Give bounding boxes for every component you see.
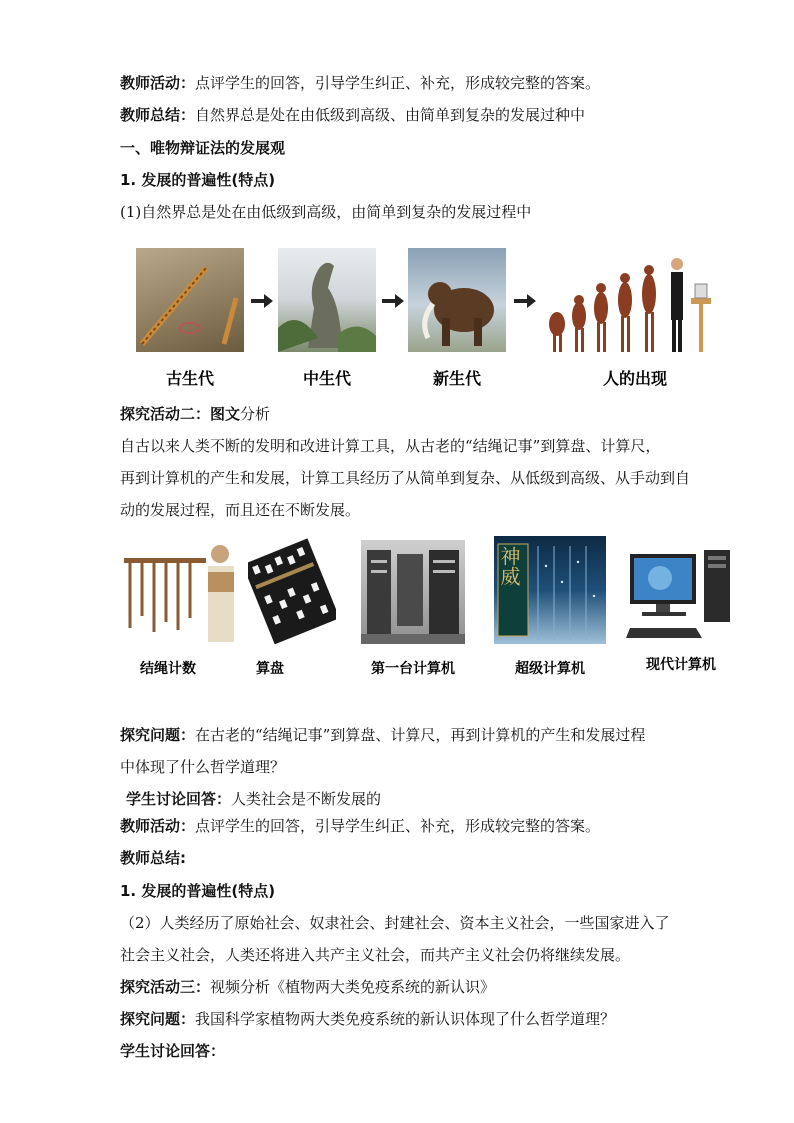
- caption-paleozoic: 古生代: [165, 369, 214, 388]
- cenozoic-image: [408, 248, 506, 352]
- inquiry-activity-3: [120, 976, 495, 998]
- paragraph-2-line-1: （2）人类经历了原始社会、奴隶社会、封建社会、资本主义社会，一些国家进入了: [120, 914, 670, 932]
- label: 教师活动：: [120, 74, 196, 92]
- paragraph-1-line-1: 自古以来人类不断的发明和改进计算工具，从古老的“结绳记事”到算盘、计算尺，: [120, 437, 661, 455]
- paragraph-1-line-3: 动的发展过程，而且还在不断发展。: [120, 501, 361, 519]
- first-computer-image: [361, 540, 465, 644]
- inquiry-question-1-cont: 中体现了什么哲学道理？: [120, 758, 286, 776]
- abacus-image: [248, 538, 336, 644]
- caption-supercomputer: 超级计算机: [515, 661, 585, 677]
- human-evolution-image: [545, 244, 717, 356]
- label: 探究问题：: [120, 726, 196, 744]
- teacher-summary-2: 教师总结:: [120, 849, 186, 867]
- teacher-summary-1: [120, 104, 585, 126]
- arrow-right-icon: [514, 294, 536, 308]
- evolution-figure: [120, 244, 740, 394]
- text: 点评学生的回答，引导学生纠正、补充，形成较完整的答案。: [195, 74, 601, 92]
- text: 我国科学家植物两大类免疫系统的新认识体现了什么哲学道理？: [195, 1010, 616, 1028]
- text: 视频分析《植物两大类免疫系统的新认识》: [210, 978, 496, 996]
- knot-record-image: [120, 536, 236, 644]
- subheading-2: 1. 发展的普遍性(特点): [120, 882, 276, 900]
- caption-first-computer: 第一台计算机: [371, 661, 455, 677]
- modern-computer-image: [626, 548, 734, 642]
- caption-knot-counting: 结绳计数: [140, 661, 196, 677]
- label: 探究活动三：: [120, 978, 211, 996]
- point-1: (1)自然界总是处在由低级到高级，由简单到复杂的发展过程中: [120, 203, 532, 221]
- caption-modern-computer: 现代计算机: [646, 657, 716, 673]
- section-heading: 一、唯物辩证法的发展观: [120, 139, 286, 157]
- label: 教师活动：: [120, 817, 196, 835]
- caption-abacus: 算盘: [256, 661, 284, 677]
- label: 探究活动二：图文: [120, 405, 241, 423]
- label: 学生讨论回答：: [126, 790, 232, 808]
- subheading-1: 1. 发展的普遍性(特点): [120, 171, 276, 189]
- arrow-right-icon: [382, 294, 404, 308]
- text: 在古老的“结绳记事”到算盘、计算尺，再到计算机的产生和发展过程: [195, 726, 646, 744]
- label: 探究问题：: [120, 1010, 196, 1028]
- student-answer-1: [126, 788, 381, 810]
- inquiry-question-3: [120, 1008, 615, 1030]
- supercomputer-image: [494, 536, 606, 644]
- label: 教师总结：: [120, 106, 196, 124]
- paragraph-1-line-2: 再到计算机的产生和发展，计算工具经历了从简单到复杂、从低级到高级、从手动到自: [120, 469, 691, 487]
- caption-mesozoic: 中生代: [302, 369, 351, 388]
- text: 自然界总是处在由低级到高级、由简单到复杂的发展过种中: [195, 106, 586, 124]
- teacher-activity-2: [120, 815, 600, 837]
- paleozoic-image: [136, 248, 244, 352]
- student-answer-3: 学生讨论回答：: [120, 1042, 226, 1060]
- supercomputer-plaque-text: 神威: [497, 546, 521, 586]
- inquiry-question-1: [120, 724, 645, 746]
- computing-tools-figure: [118, 532, 738, 682]
- mesozoic-image: [278, 248, 376, 352]
- arrow-right-icon: [251, 294, 273, 308]
- text: 点评学生的回答，引导学生纠正、补充，形成较完整的答案。: [195, 817, 601, 835]
- text: 人类社会是不断发展的: [231, 790, 382, 808]
- caption-human-appearance: 人的出现: [602, 369, 667, 388]
- text: 分析: [240, 405, 271, 423]
- paragraph-2-line-2: 社会主义社会，人类还将进入共产主义社会，而共产主义社会仍将继续发展。: [120, 946, 631, 964]
- teacher-activity-1: [120, 72, 600, 94]
- caption-cenozoic: 新生代: [432, 369, 481, 388]
- inquiry-activity-2: [120, 403, 270, 425]
